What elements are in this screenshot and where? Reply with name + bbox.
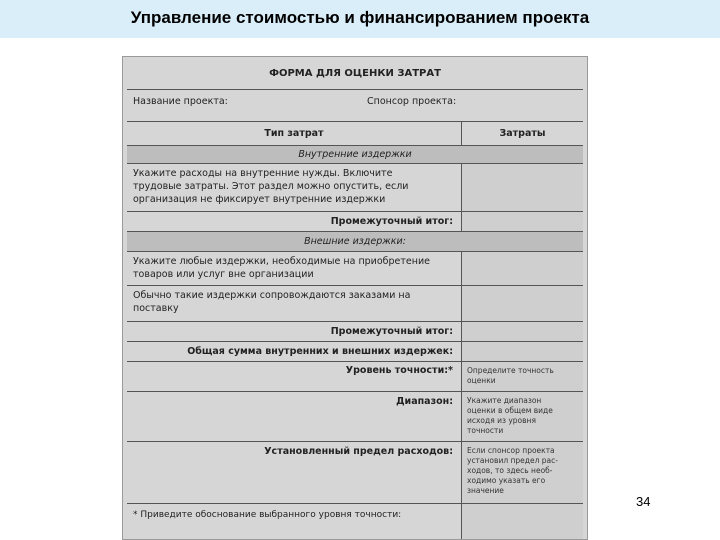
limit-note-line-3: ходов, то здесь необ- — [467, 466, 553, 475]
project-sponsor-label: Спонсор проекта: — [367, 96, 457, 107]
internal-desc-line-1: Укажите расходы на внутренние нужды. Включите — [133, 168, 393, 179]
internal-costs-heading-row — [127, 145, 583, 164]
subtotal-row-2 — [127, 321, 583, 342]
column-cost-type: Тип затрат — [264, 128, 324, 139]
footnote-row — [127, 503, 583, 540]
internal-costs-row — [127, 163, 583, 212]
range-note-line-1: Укажите диапазон — [467, 396, 542, 405]
range-note-line-2: оценки в общем виде — [467, 406, 553, 415]
range-note-line-3: исходя из уровня — [467, 416, 536, 425]
internal-costs-heading: Внутренние издержки — [298, 149, 412, 160]
footnote-value-cell — [461, 504, 583, 540]
project-name-label: Название проекта: — [133, 96, 228, 107]
spending-limit-label: Установленный предел расходов: — [264, 446, 453, 457]
page-number: 34 — [636, 494, 651, 509]
accuracy-note-line-1: Определите точность — [467, 366, 554, 375]
external-costs-value-cell — [461, 252, 583, 286]
accuracy-row — [127, 361, 583, 392]
total-label: Общая сумма внутренних и внешних издержек: — [187, 346, 453, 357]
accuracy-label: Уровень точности:* — [345, 365, 453, 376]
limit-note-line-5: значение — [467, 486, 504, 495]
project-info-row — [127, 89, 583, 122]
accuracy-note-line-2: оценки — [467, 376, 496, 385]
footnote-text: * Приведите обоснование выбранного уровня точности: — [133, 510, 402, 520]
subtotal-value-cell-1 — [461, 212, 583, 232]
orders-note-line-1: Обычно такие издержки сопровождаются заказами на — [133, 290, 411, 301]
external-costs-heading-row — [127, 231, 583, 252]
external-desc-line-1: Укажите любые издержки, необходимые на приобретение — [133, 256, 431, 267]
form-title-row — [127, 63, 583, 85]
spending-limit-row — [127, 441, 583, 504]
range-label: Диапазон: — [396, 396, 453, 407]
range-note-line-4: точности — [467, 426, 504, 435]
internal-desc-line-2: трудовые затраты. Этот раздел можно опустить, если — [133, 181, 409, 192]
column-header-row — [127, 121, 583, 146]
internal-costs-value-cell — [461, 164, 583, 212]
orders-value-cell — [461, 286, 583, 322]
range-row — [127, 391, 583, 442]
subtotal-label-2: Промежуточный итог: — [330, 326, 453, 337]
subtotal-value-cell-2 — [461, 322, 583, 342]
external-costs-row — [127, 251, 583, 286]
total-row — [127, 341, 583, 362]
limit-note-line-2: установил предел рас- — [467, 456, 558, 465]
total-value-cell — [461, 342, 583, 362]
external-desc-line-2: товаров или услуг вне организации — [133, 269, 314, 280]
external-costs-heading: Внешние издержки: — [304, 236, 406, 247]
column-costs: Затраты — [499, 128, 546, 139]
subtotal-label-1: Промежуточный итог: — [330, 216, 453, 227]
scanned-cost-estimate-form — [122, 56, 588, 540]
form-title: ФОРМА ДЛЯ ОЦЕНКИ ЗАТРАТ — [269, 68, 441, 79]
orders-note-line-2: поставку — [133, 303, 179, 314]
subtotal-row-1 — [127, 211, 583, 232]
internal-desc-line-3: организация не фиксирует внутренние издержки — [133, 194, 386, 205]
limit-note-line-4: ходимо указать его — [467, 476, 546, 485]
slide-title: Управление стоимостью и финансированием проекта — [130, 8, 590, 27]
orders-note-row — [127, 285, 583, 322]
limit-note-line-1: Если спонсор проекта — [467, 446, 555, 455]
